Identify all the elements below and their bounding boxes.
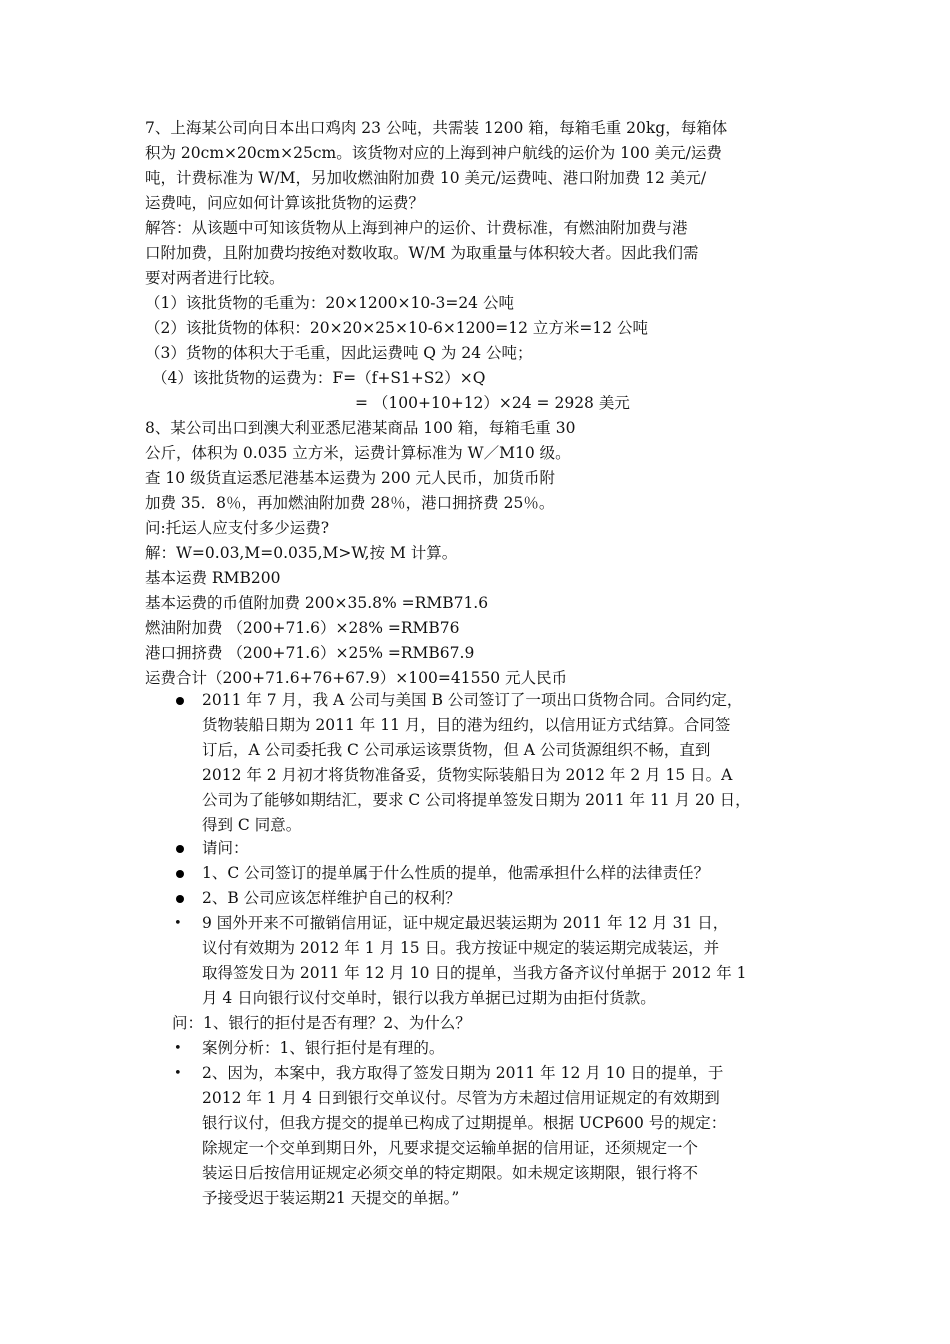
bullet-icon: [176, 845, 184, 853]
small-bullet-icon: •: [174, 1066, 182, 1081]
p9-line: 取得签发日为 2011 年 12 月 10 日的提单，当我方备齐议付单据于 2012 年 1: [202, 964, 747, 982]
case-question-1: 1、C 公司签订的提单属于什么性质的提单，他需承担什么样的法律责任？: [202, 864, 710, 882]
p8-currency-surcharge: 基本运费的币值附加费 200×35.8% =RMB71.6: [145, 594, 489, 612]
p8-congestion-fee: 港口拥挤费 （200+71.6）×25% =RMB67.9: [145, 644, 475, 662]
small-bullet-icon: •: [174, 1041, 182, 1056]
p9-analysis-1: 案例分析：1、银行拒付是有理的。: [202, 1039, 445, 1057]
p7-step-1: （1）该批货物的毛重为：20×1200×10-3=24 公吨: [145, 294, 514, 312]
case-line: 货物装船日期为 2011 年 11 月，目的港为纽约，以信用证方式结算。合同签: [202, 716, 731, 734]
small-bullet-icon: •: [174, 916, 182, 931]
p8-solution: 解：W=0.03,M=0.035,M>W,按 M 计算。: [145, 544, 458, 562]
p7-answer-line: 口附加费，且附加费均按绝对数收取。W/M 为取重量与体积较大者。因此我们需: [145, 244, 699, 262]
p7-line: 吨，计费标准为 W/M，另加收燃油附加费 10 美元/运费吨、港口附加费 12 美元/: [145, 169, 707, 187]
p7-step-4: （4）该批货物的运费为：F=（f+S1+S2）×Q: [152, 369, 486, 387]
case-ask: 请问：: [202, 839, 249, 857]
p8-question: 问:托运人应支付多少运费?: [145, 519, 330, 537]
p9-analysis-2: 银行议付，但我方提交的提单已构成了过期提单。根据 UCP600 号的规定：: [202, 1114, 727, 1132]
case-line: 公司为了能够如期结汇，要求 C 公司将提单签发日期为 2011 年 11 月 20 日，: [202, 791, 751, 809]
p8-fuel-surcharge: 燃油附加费 （200+71.6）×28% =RMB76: [145, 619, 460, 637]
case-line: 得到 C 同意。: [202, 816, 302, 834]
bullet-icon: [176, 697, 184, 705]
case-question-2: 2、B 公司应该怎样维护自己的权利？: [202, 889, 461, 907]
p9-line: 议付有效期为 2012 年 1 月 15 日。我方按证中规定的装运期完成装运，并: [202, 939, 720, 957]
p8-line: 加费 35．8％，再加燃油附加费 28％，港口拥挤费 25％。: [145, 494, 555, 512]
bullet-icon: [176, 895, 184, 903]
p7-step-2: （2）该批货物的体积：20×20×25×10-6×1200=12 立方米=12 公吨: [145, 319, 649, 337]
p9-analysis-2: 除规定一个交单到期日外，凡要求提交运输单据的信用证，还须规定一个: [202, 1139, 699, 1157]
p7-answer-line: 解答：从该题中可知该货物从上海到神户的运价、计费标准，有燃油附加费与港: [145, 219, 688, 237]
bullet-icon: [176, 870, 184, 878]
p7-result: = （100+10+12）×24 = 2928 美元: [355, 394, 630, 412]
p7-line: 积为 20cm×20cm×25cm。该货物对应的上海到神户航线的运价为 100 美元/运费: [145, 144, 722, 162]
p7-line: 运费吨，问应如何计算该批货物的运费？: [145, 194, 425, 212]
p9-analysis-2: 2、因为，本案中，我方取得了签发日期为 2011 年 12 月 10 日的提单，于: [202, 1064, 724, 1082]
p8-line: 查 10 级货直运悉尼港基本运费为 200 元人民币，加货币附: [145, 469, 556, 487]
p8-line: 公斤，体积为 0.035 立方米，运费计算标准为 W／M10 级。: [145, 444, 571, 462]
p8-basic-fee: 基本运费 RMB200: [145, 569, 281, 587]
case-line: 2012 年 2 月初才将货物准备妥，货物实际装船日为 2012 年 2 月 15 日。A: [202, 766, 733, 784]
p9-question: 问：1、银行的拒付是否有理？2、为什么？: [172, 1014, 471, 1032]
p9-analysis-2: 予接受迟于装运期21 天提交的单据。”: [202, 1189, 460, 1207]
p9-analysis-2: 装运日后按信用证规定必须交单的特定期限。如未规定该期限，银行将不: [202, 1164, 699, 1182]
p8-total: 运费合计（200+71.6+76+67.9）×100=41550 元人民币: [145, 669, 568, 687]
case-line: 2011 年 7 月，我 A 公司与美国 B 公司签订了一项出口货物合同。合同约定，: [202, 691, 743, 709]
p7-answer-line: 要对两者进行比较。: [145, 269, 285, 287]
case-line: 订后，A 公司委托我 C 公司承运该票货物，但 A 公司货源组织不畅，直到: [202, 741, 711, 759]
p7-line: 7、上海某公司向日本出口鸡肉 23 公吨，共需装 1200 箱，每箱毛重 20kg，每箱体: [145, 119, 728, 137]
p9-analysis-2: 2012 年 1 月 4 日到银行交单议付。尽管为方未超过信用证规定的有效期到: [202, 1089, 720, 1107]
p9-line: 9 国外开来不可撤销信用证，证中规定最迟装运期为 2011 年 12 月 31 日，: [202, 914, 729, 932]
p7-step-3: （3）货物的体积大于毛重，因此运费吨 Q 为 24 公吨；: [145, 344, 533, 362]
p8-line: 8、某公司出口到澳大利亚悉尼港某商品 100 箱，每箱毛重 30: [145, 419, 576, 437]
p9-line: 月 4 日向银行议付交单时，银行以我方单据已过期为由拒付货款。: [202, 989, 656, 1007]
